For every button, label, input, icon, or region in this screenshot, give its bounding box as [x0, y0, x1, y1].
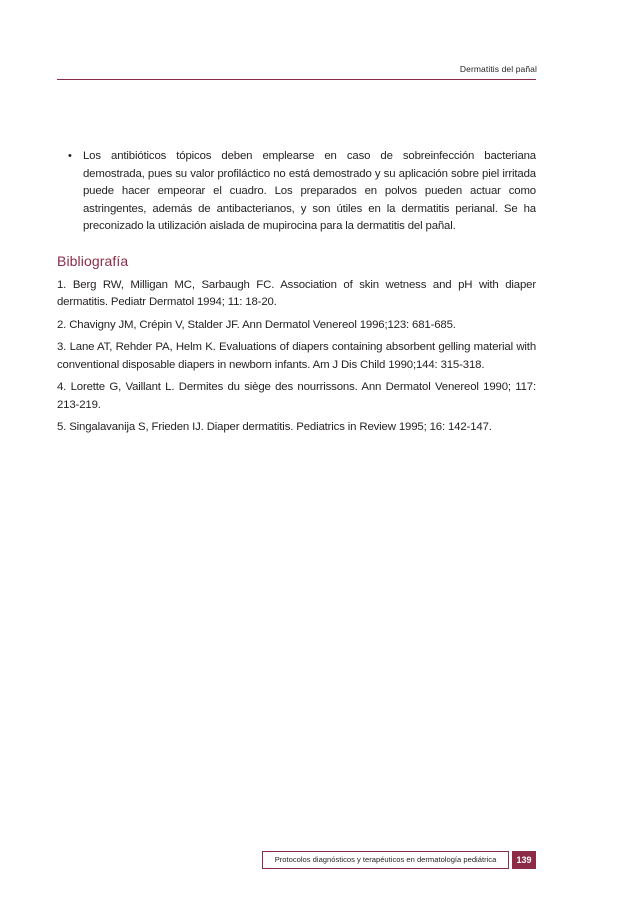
running-head: Dermatitis del pañal	[459, 64, 537, 74]
bullet-text: Los antibióticos tópicos deben emplearse en caso de sobreinfección bacteriana demostrada, pues su valor profiláctico no está demostrado y su aplicación sobre piel irritada puede hacer empeorar el cuadro. Los preparados en polvos pueden actuar como astringentes, además de antibacterianos, y son útiles en la dermatitis perianal. Se ha preconizado la utilización aislada de mupirocina para la dermatitis del pañal.	[83, 150, 536, 232]
bullet-marker: •	[68, 150, 72, 162]
header-divider	[57, 79, 536, 80]
bullet-list	[57, 148, 536, 236]
reference-item: 3. Lane AT, Rehder PA, Helm K. Evaluations of diapers containing absorbent gelling material with conventional disposable diapers in newborn infants. Am J Dis Child 1990;144: 315-318.	[57, 341, 536, 371]
reference-list	[57, 277, 536, 437]
reference-item: 4. Lorette G, Vaillant L. Dermites du siège des nourrissons. Ann Dermatol Venereol 1990; 117: 213-219.	[57, 381, 536, 411]
bibliography-heading: Bibliografía	[57, 252, 129, 269]
page-content	[57, 148, 536, 442]
bullet-item	[68, 148, 536, 236]
reference-item: 2. Chavigny JM, Crépin V, Stalder JF. Ann Dermatol Venereol 1996;123: 681-685.	[57, 318, 456, 331]
page-number: 139	[512, 851, 536, 869]
reference-item: 5. Singalavanija S, Frieden IJ. Diaper dermatitis. Pediatrics in Review 1995; 16: 142-147.	[57, 421, 492, 433]
footer-book-title: Protocolos diagnósticos y terapéuticos en dermatología pediátrica	[262, 851, 509, 869]
reference-item: 1. Berg RW, Milligan MC, Sarbaugh FC. Association of skin wetness and pH with diaper dermatitis. Pediatr Dermatol 1994; 11: 18-20.	[57, 278, 536, 308]
page-footer	[262, 851, 536, 869]
